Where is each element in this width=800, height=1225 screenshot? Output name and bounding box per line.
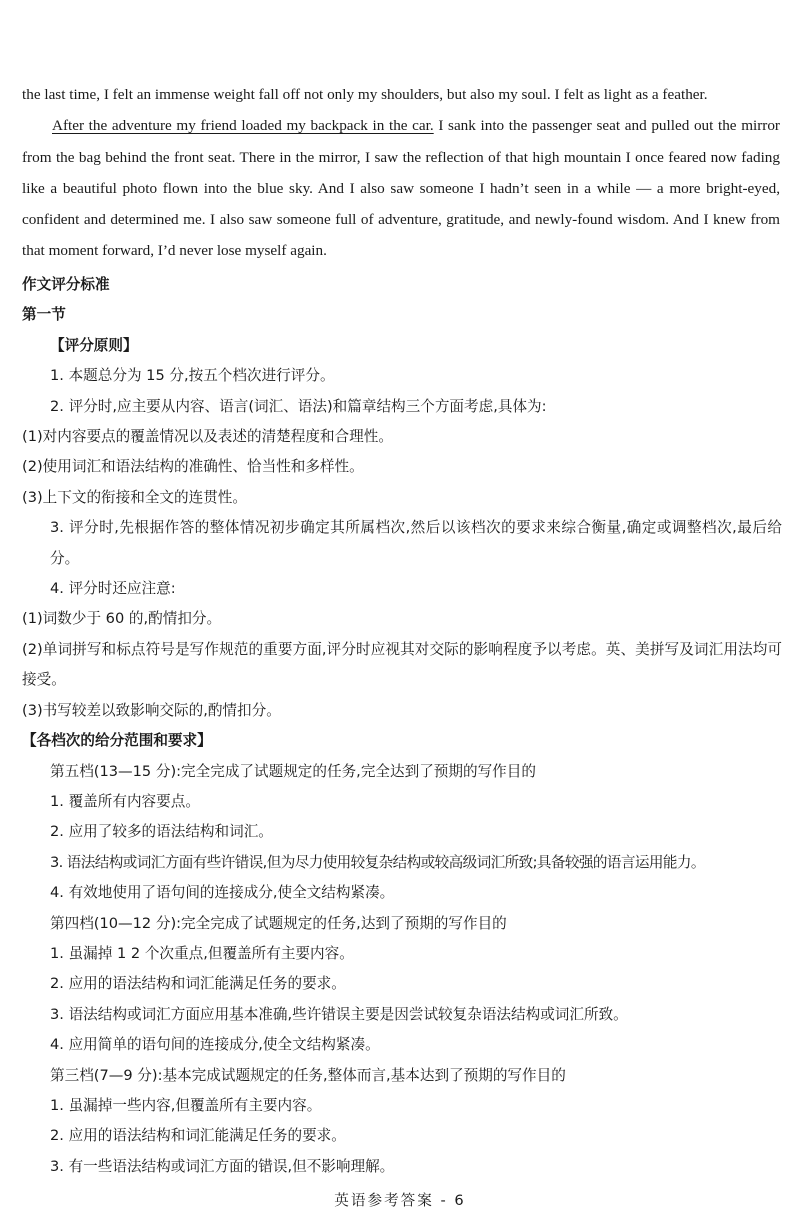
level-5-heading: 第五档(13—15 分):完全完成了试题规定的任务,完全达到了预期的写作目的 xyxy=(50,762,536,780)
level-5-item-2: 2. 应用了较多的语法结构和词汇。 xyxy=(50,823,273,841)
levels-heading: 【各档次的给分范围和要求】 xyxy=(22,732,212,750)
level-4-item-4: 4. 应用简单的语句间的连接成分,使全文结构紧凑。 xyxy=(50,1036,380,1054)
level-3-item-1: 1. 虽漏掉一些内容,但覆盖所有主要内容。 xyxy=(50,1096,322,1114)
level-4-heading: 第四档(10—12 分):完全完成了试题规定的任务,达到了预期的写作目的 xyxy=(50,914,507,932)
section-heading: 第一节 xyxy=(22,306,66,324)
principle-4b: (2)单词拼写和标点符号是写作规范的重要方面,评分时应视其对交际的影响程度予以考虑。英、美拼写及词汇用法均可接受。 xyxy=(22,640,782,689)
essay-paragraph-2-rest: I sank into the passenger seat and pulled out the mirror from the bag behind the front seat. There in the mirror, I saw the reflection of that high mountain I once feared now fading like a beautiful photo flown into the blue sky. And I also saw someone I hadn’t seen in a while — a more bright-eyed, confident and determined me. I also saw someone full of adventure, gratitude, and newly-found wisdom. And I knew from that moment forward, I’d never lose myself again. xyxy=(22,117,780,260)
principle-2: 2. 评分时,应主要从内容、语言(词汇、语法)和篇章结构三个方面考虑,具体为: xyxy=(50,397,547,415)
criteria-title: 作文评分标准 xyxy=(22,276,110,293)
level-3-heading: 第三档(7—9 分):基本完成试题规定的任务,整体而言,基本达到了预期的写作目的 xyxy=(50,1066,566,1084)
essay-paragraph-2 xyxy=(22,110,780,266)
principle-4a: (1)词数少于 60 的,酌情扣分。 xyxy=(22,610,222,628)
level-3-item-2: 2. 应用的语法结构和词汇能满足任务的要求。 xyxy=(50,1127,346,1145)
level-3-item-3: 3. 有一些语法结构或词汇方面的错误,但不影响理解。 xyxy=(50,1157,395,1175)
level-5-item-3: 3. 语法结构或词汇方面有些许错误,但为尽力使用较复杂结构或较高级词汇所致;具备较强的语言运用能力。 xyxy=(50,853,705,871)
principle-2c: (3)上下文的衔接和全文的连贯性。 xyxy=(22,488,247,506)
essay-paragraph-1: the last time, I felt an immense weight fall off not only my shoulders, but also my soul. I felt as light as a feather. xyxy=(22,86,708,103)
essay-underlined-sentence: After the adventure my friend loaded my backpack in the car. xyxy=(52,117,434,135)
page-footer: 英语参考答案 - 6 xyxy=(334,1192,466,1209)
principle-4c: (3)书写较差以致影响交际的,酌情扣分。 xyxy=(22,701,281,719)
principle-4: 4. 评分时还应注意: xyxy=(50,580,176,598)
principle-1: 1. 本题总分为 15 分,按五个档次进行评分。 xyxy=(50,367,335,385)
level-4-item-3: 3. 语法结构或词汇方面应用基本准确,些许错误主要是因尝试较复杂语法结构或词汇所致。 xyxy=(50,1005,628,1023)
level-4-item-2: 2. 应用的语法结构和词汇能满足任务的要求。 xyxy=(50,975,346,993)
criteria-section xyxy=(22,270,782,1182)
principle-2a: (1)对内容要点的覆盖情况以及表述的清楚程度和合理性。 xyxy=(22,428,393,446)
principle-2b: (2)使用词汇和语法结构的准确性、恰当性和多样性。 xyxy=(22,458,364,476)
level-4-item-1: 1. 虽漏掉 1 2 个次重点,但覆盖所有主要内容。 xyxy=(50,944,354,962)
essay-section xyxy=(22,79,780,267)
principles-heading: 【评分原则】 xyxy=(50,336,138,354)
level-5-item-4: 4. 有效地使用了语句间的连接成分,使全文结构紧凑。 xyxy=(50,884,395,902)
level-5-item-1: 1. 覆盖所有内容要点。 xyxy=(50,792,200,810)
principle-3: 3. 评分时,先根据作答的整体情况初步确定其所属档次,然后以该档次的要求来综合衡量,确定或调整档次,最后给分。 xyxy=(50,519,782,567)
